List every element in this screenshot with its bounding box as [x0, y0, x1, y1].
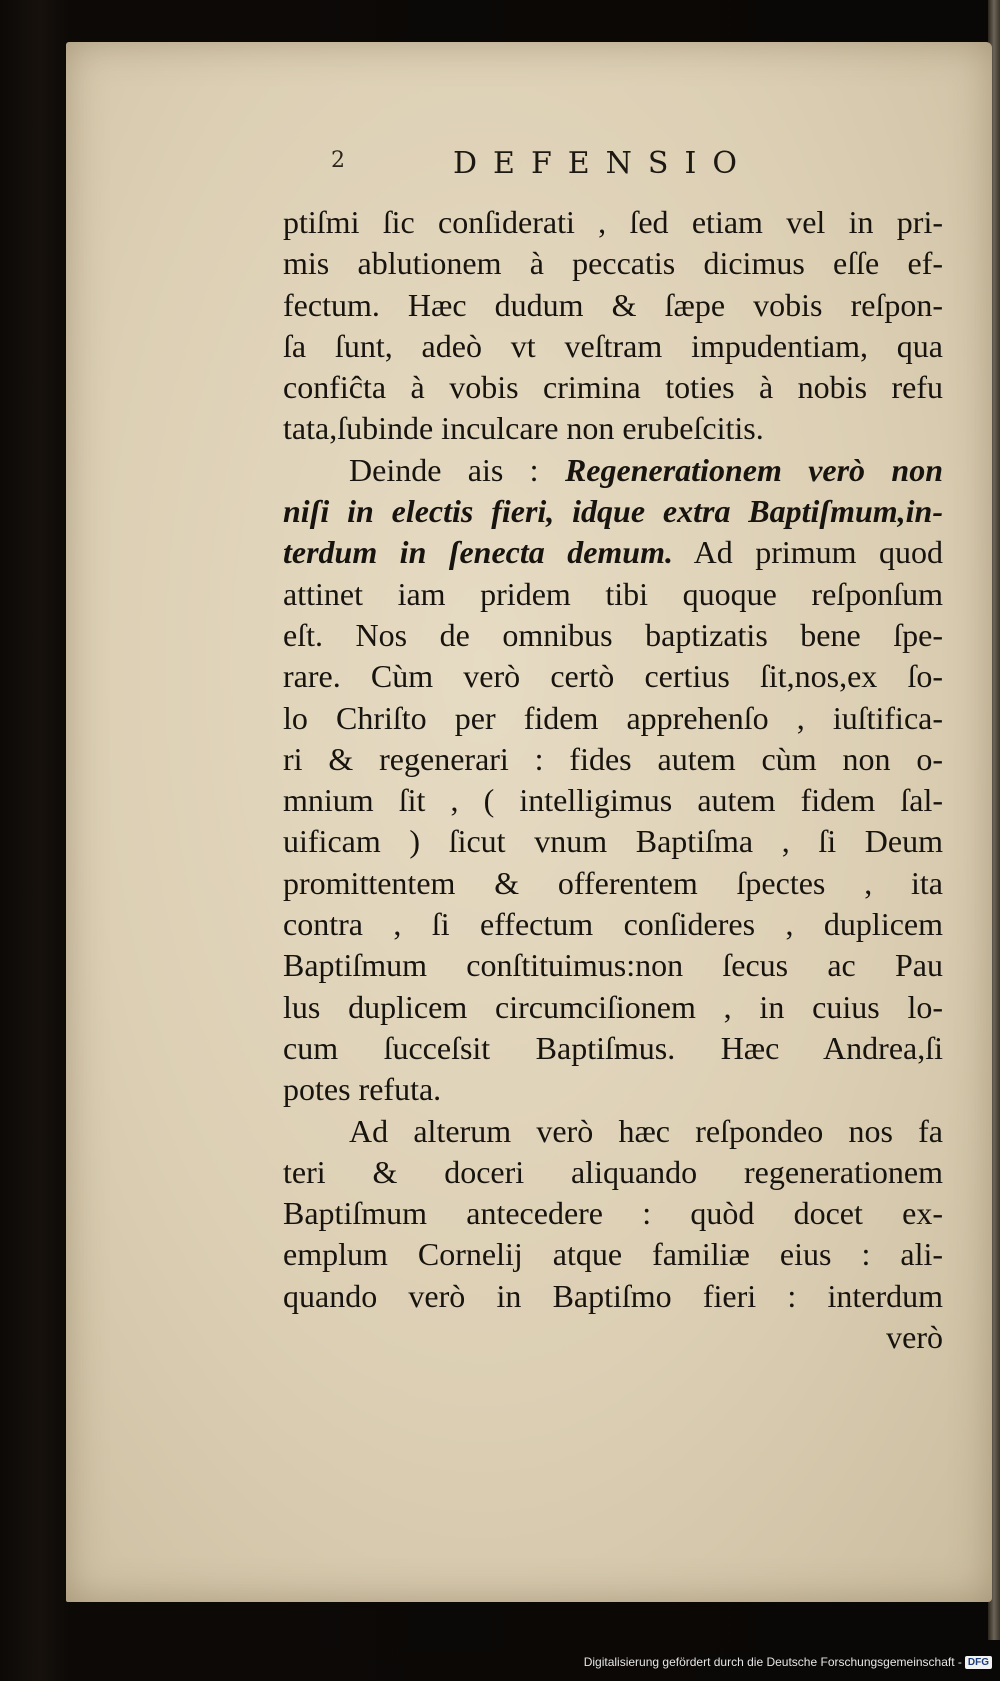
line-text: eſt. Nos de omnibus baptizatis bene ſpe-	[283, 616, 943, 653]
line-text: Baptiſmum antecedere : quòd docet ex-	[283, 1195, 943, 1232]
text-line	[283, 656, 943, 697]
text-line	[283, 1193, 943, 1234]
running-title: DEFENSIO	[453, 146, 753, 181]
line-text: teri & doceri aliquando regenerationem	[283, 1153, 943, 1190]
line-text: contra , ſi effectum conſideres , duplicem	[283, 906, 943, 943]
line-text: Baptiſmum conſtituimus:non ſecus ac Pau	[283, 947, 943, 984]
line-text: ſa ſunt, adeò vt veſtram impudentiam, qua	[283, 327, 943, 364]
text-line	[283, 904, 943, 945]
text-line	[283, 698, 943, 739]
text-line	[283, 739, 943, 780]
line-text: emplum Cornelij atque familiæ eius : ali-	[283, 1236, 943, 1273]
text-line	[283, 1276, 943, 1317]
line-text: tata,ſubinde inculcare non erubeſcitis.	[283, 410, 764, 447]
text-line	[283, 202, 943, 243]
text-line	[283, 863, 943, 904]
line-text-italic: Regenerationem verò non	[564, 451, 944, 488]
line-text: ri & regenerari : fides autem cùm non o-	[283, 740, 943, 777]
line-text: promittentem & offerentem ſpectes , ita	[283, 864, 943, 901]
line-text: cum ſucceſsit Baptiſmus. Hæc Andrea,ſi	[283, 1029, 943, 1066]
running-head	[66, 146, 992, 186]
text-line	[283, 1152, 943, 1193]
line-text: Ad primum quod	[673, 534, 944, 571]
text-line	[283, 491, 943, 532]
line-text: Ad alterum verò hæc reſpondeo nos fa	[349, 1112, 943, 1149]
line-text: quando verò in Baptiſmo fieri : interdum	[283, 1277, 943, 1314]
text-line	[283, 615, 943, 656]
line-text: mnium ſit , ( intelligimus autem fidem ſal-	[283, 782, 943, 819]
text-line	[283, 326, 943, 367]
page-number: 2	[331, 148, 345, 173]
text-line	[283, 821, 943, 862]
digitization-credit	[584, 1653, 992, 1671]
text-block	[283, 202, 943, 1358]
text-line	[283, 780, 943, 821]
text-line	[283, 987, 943, 1028]
catchword: verò	[886, 1319, 943, 1356]
line-text: lo Chriſto per fidem apprehenſo , iuſtifica-	[283, 699, 943, 736]
line-text: ptiſmi ſic conſiderati , ſed etiam vel in pri-	[283, 204, 943, 240]
text-line	[283, 1234, 943, 1275]
text-line	[283, 1069, 943, 1110]
text-line	[283, 945, 943, 986]
line-text: rare. Cùm verò certò certius ſit,nos,ex ſo-	[283, 658, 943, 695]
line-text: lus duplicem circumciſionem , in cuius lo-	[283, 988, 943, 1025]
line-text: confiĉta à vobis crimina toties à nobis refu	[283, 369, 943, 406]
line-text: Deinde ais :	[349, 451, 565, 488]
line-text: mis ablutionem à peccatis dicimus eſſe ef-	[283, 245, 943, 282]
text-line	[283, 1028, 943, 1069]
line-text: fectum. Hæc dudum & ſæpe vobis reſpon-	[283, 286, 943, 323]
text-line	[283, 243, 943, 284]
text-line	[283, 574, 943, 615]
line-text-italic: niſi in electis fieri, idque extra Baptiſmum,in-	[283, 493, 943, 530]
line-text-italic: terdum in ſenecta demum.	[283, 534, 673, 571]
credit-text: Digitalisierung gefördert durch die Deutsche Forschungsgemeinschaft -	[583, 1655, 962, 1669]
line-text: uificam ) ſicut vnum Baptiſma , ſi Deum	[283, 823, 943, 860]
text-line	[283, 367, 943, 408]
text-line	[283, 532, 943, 573]
text-line	[283, 285, 943, 326]
line-text: potes refuta.	[283, 1071, 442, 1108]
text-line	[283, 450, 943, 491]
dfg-logo-icon: DFG	[965, 1656, 992, 1669]
text-line	[283, 1111, 943, 1152]
text-line	[283, 408, 943, 449]
line-text: attinet iam pridem tibi quoque reſponſum	[283, 575, 943, 612]
